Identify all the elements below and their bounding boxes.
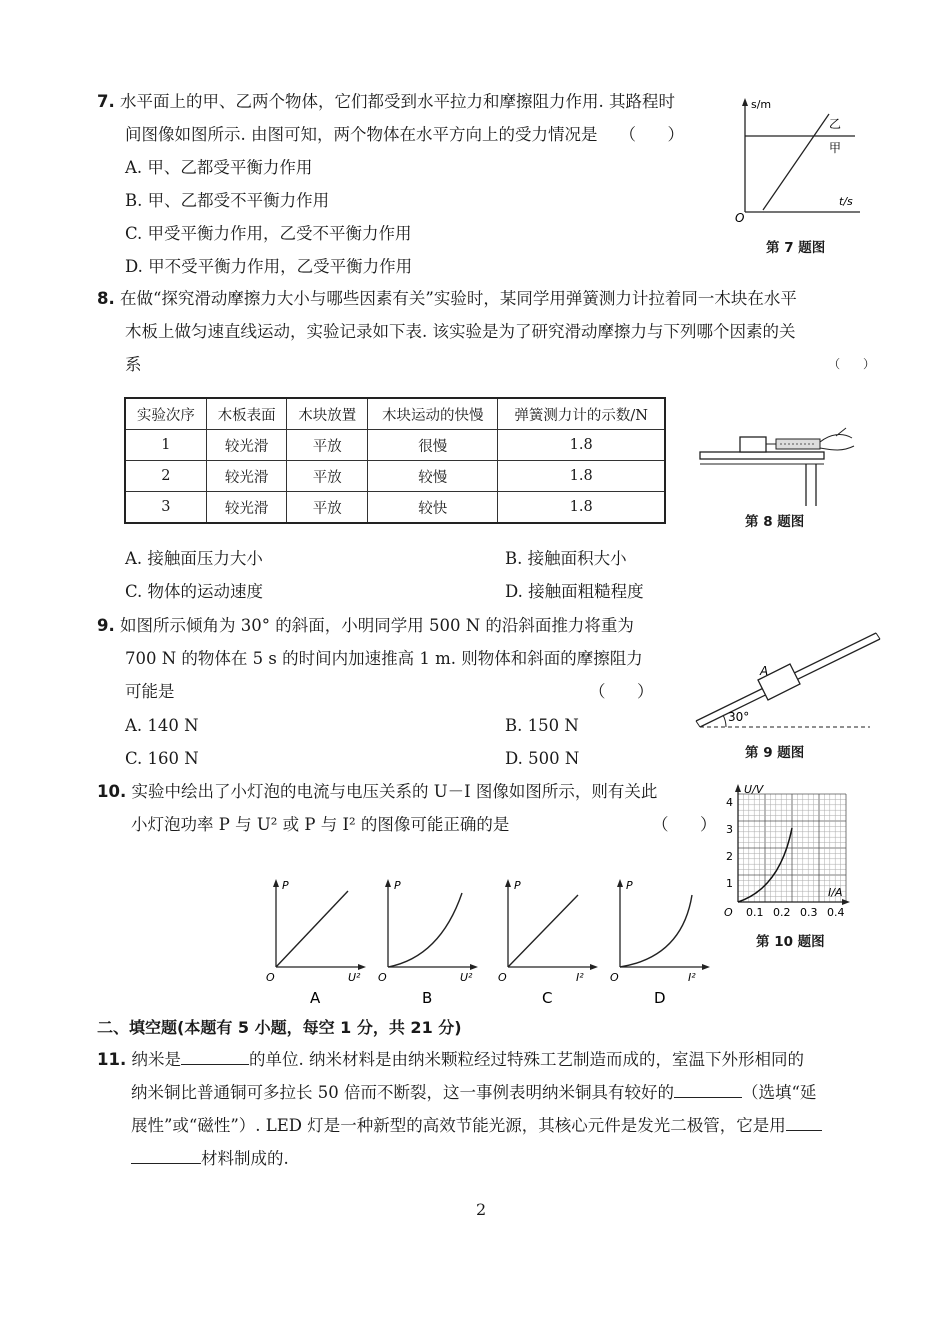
x-tick: 0.3	[800, 906, 818, 919]
q10-option-graphs	[258, 875, 718, 1010]
answer-bracket: （ ）	[652, 815, 717, 834]
table-header-row	[125, 398, 665, 430]
question-text: 小灯泡功率 P 与 U² 或 P 与 I² 的图像可能正确的是	[131, 815, 510, 834]
wooden-block	[740, 437, 766, 452]
question-7	[97, 85, 737, 283]
option-d: D. 甲不受平衡力作用，乙受平衡力作用	[125, 257, 413, 276]
table-header: 木块放置	[287, 398, 368, 430]
graph-y-label: P	[394, 879, 401, 892]
q7-caption: 第 7 题图	[766, 240, 826, 256]
page-number: 2	[476, 1200, 487, 1219]
graph-x-label: U²	[460, 971, 473, 984]
origin-label: O	[266, 971, 275, 984]
graph-x-label: I²	[576, 971, 584, 984]
origin-label: O	[610, 971, 619, 984]
question-text: 系	[125, 355, 142, 374]
graph-option-label: C	[542, 989, 553, 1007]
y-tick: 4	[726, 796, 733, 809]
q10-ui-figure	[716, 780, 856, 922]
option-a: A. 甲、乙都受平衡力作用	[125, 158, 313, 177]
table-row	[125, 430, 665, 461]
question-text: 如图所示倾角为 30° 的斜面，小明同学用 500 N 的沿斜面推力将重为	[120, 616, 634, 635]
table-cell: 1.8	[498, 461, 665, 492]
table-row	[125, 461, 665, 492]
option-b: B. 150 N	[505, 716, 579, 735]
question-text: 可能是	[125, 682, 175, 701]
answer-blank[interactable]	[131, 1145, 201, 1164]
q7-figure	[725, 92, 865, 232]
question-text: 间图像如图所示. 由图可知，两个物体在水平方向上的受力情况是	[125, 125, 598, 144]
t-axis-label: t/s	[839, 195, 853, 208]
question-text: 实验中绘出了小灯泡的电流与电压关系的 U－I 图像如图所示，则有关此	[131, 782, 658, 801]
graph-y-label: P	[514, 879, 521, 892]
x-tick: 0.4	[827, 906, 845, 919]
answer-bracket: （ ）	[589, 682, 654, 701]
answer-bracket: （ ）	[619, 125, 684, 144]
section-heading: 二、填空题(本题有 5 小题，每空 1 分，共 21 分)	[97, 1018, 462, 1037]
option-c: C. 甲受平衡力作用，乙受不平衡力作用	[125, 224, 412, 243]
graph-option-label: D	[654, 989, 666, 1007]
table-cell: 2	[125, 461, 206, 492]
table-cell: 较光滑	[206, 430, 287, 461]
y-tick: 1	[726, 877, 733, 890]
line-yi-label: 乙	[829, 117, 842, 131]
question-text: 木板上做匀速直线运动，实验记录如下表. 该实验是为了研究滑动摩擦力与下列哪个因素的关	[125, 322, 796, 341]
graph-x-label: I²	[688, 971, 696, 984]
graph-y-label: P	[626, 879, 633, 892]
table-cell: 较快	[368, 492, 498, 524]
question-number: 11.	[97, 1050, 127, 1069]
origin-label: O	[724, 906, 733, 919]
q8-caption: 第 8 题图	[745, 514, 805, 530]
u-axis-label: U/V	[744, 783, 764, 796]
question-text: 展性”或“磁性”）. LED 灯是一种新型的高效节能光源，其核心元件是发光二极管，它是用	[131, 1116, 786, 1135]
question-text: 700 N 的物体在 5 s 的时间内加速推高 1 m. 则物体和斜面的摩擦阻力	[125, 649, 643, 668]
question-text: 纳米铜比普通铜可多拉长 50 倍而不断裂，这一事例表明纳米铜具有较好的	[131, 1083, 674, 1102]
line-jia-label: 甲	[829, 141, 842, 155]
graph-x-label: U²	[348, 971, 361, 984]
option-b: B. 甲、乙都受不平衡力作用	[125, 191, 330, 210]
question-text: 在做“探究滑动摩擦力大小与哪些因素有关”实验时，某同学用弹簧测力计拉着同一木块在水平	[120, 289, 797, 308]
y-tick: 3	[726, 823, 733, 836]
option-c: C. 160 N	[125, 749, 199, 768]
option-a: A. 140 N	[125, 716, 199, 735]
graph-y-label: P	[282, 879, 289, 892]
origin-label: O	[498, 971, 507, 984]
graph-a	[266, 879, 366, 1007]
table-cell: 较光滑	[206, 461, 287, 492]
q8-figure	[696, 420, 866, 510]
graph-b	[378, 879, 478, 1007]
table-cell: 较光滑	[206, 492, 287, 524]
question-text: （选填“延	[742, 1083, 817, 1102]
table-header: 木板表面	[206, 398, 287, 430]
option-d: D. 接触面粗糙程度	[505, 582, 644, 601]
x-tick: 0.2	[773, 906, 791, 919]
experiment-table	[124, 397, 666, 524]
table-cell: 1	[125, 430, 206, 461]
q9-figure	[690, 625, 885, 730]
s-axis-label: s/m	[751, 98, 772, 111]
hand-icon	[820, 428, 854, 450]
y-tick: 2	[726, 850, 733, 863]
table-header: 木块运动的快慢	[368, 398, 498, 430]
table-cell: 1.8	[498, 492, 665, 524]
table-cell: 1.8	[498, 430, 665, 461]
angle-label: 30°	[728, 710, 750, 724]
option-a: A. 接触面压力大小	[125, 549, 263, 568]
graph-option-label: B	[422, 989, 433, 1007]
table-row	[125, 492, 665, 524]
answer-blank[interactable]	[181, 1046, 249, 1065]
question-8	[97, 282, 887, 381]
table-header: 实验次序	[125, 398, 206, 430]
i-axis-label: I/A	[828, 886, 843, 899]
answer-blank[interactable]	[674, 1079, 742, 1098]
question-9	[97, 609, 697, 708]
question-text: 的单位. 纳米材料是由纳米颗粒经过特殊工艺制造而成的，室温下外形相同的	[248, 1050, 804, 1069]
q9-caption: 第 9 题图	[745, 745, 805, 761]
table-cell: 平放	[287, 430, 368, 461]
question-text: 纳米是	[131, 1050, 181, 1069]
question-text: 材料制成的.	[201, 1149, 289, 1168]
table-cell: 平放	[287, 492, 368, 524]
option-d: D. 500 N	[505, 749, 580, 768]
table-header: 弹簧测力计的示数/N	[498, 398, 665, 430]
question-10	[97, 775, 717, 841]
table-cell: 较慢	[368, 461, 498, 492]
question-number: 7.	[97, 92, 115, 111]
table-cell: 很慢	[368, 430, 498, 461]
answer-bracket: （ ）	[828, 357, 875, 371]
q10-caption: 第 10 题图	[756, 934, 825, 950]
answer-blank[interactable]	[786, 1112, 822, 1131]
origin-label: O	[378, 971, 387, 984]
graph-d	[610, 879, 710, 1007]
graph-option-label: A	[310, 989, 321, 1007]
question-number: 9.	[97, 616, 115, 635]
question-text: 水平面上的甲、乙两个物体，它们都受到水平拉力和摩擦阻力作用. 其路程时	[120, 92, 675, 111]
origin-label: O	[735, 211, 745, 225]
option-c: C. 物体的运动速度	[125, 582, 264, 601]
option-b: B. 接触面积大小	[505, 549, 627, 568]
line-yi	[763, 114, 829, 210]
table-cell: 3	[125, 492, 206, 524]
graph-c	[498, 879, 598, 1007]
question-number: 10.	[97, 782, 127, 801]
question-11	[97, 1043, 887, 1175]
block-label: A	[760, 664, 769, 678]
x-tick: 0.1	[746, 906, 764, 919]
table-cell: 平放	[287, 461, 368, 492]
question-number: 8.	[97, 289, 115, 308]
